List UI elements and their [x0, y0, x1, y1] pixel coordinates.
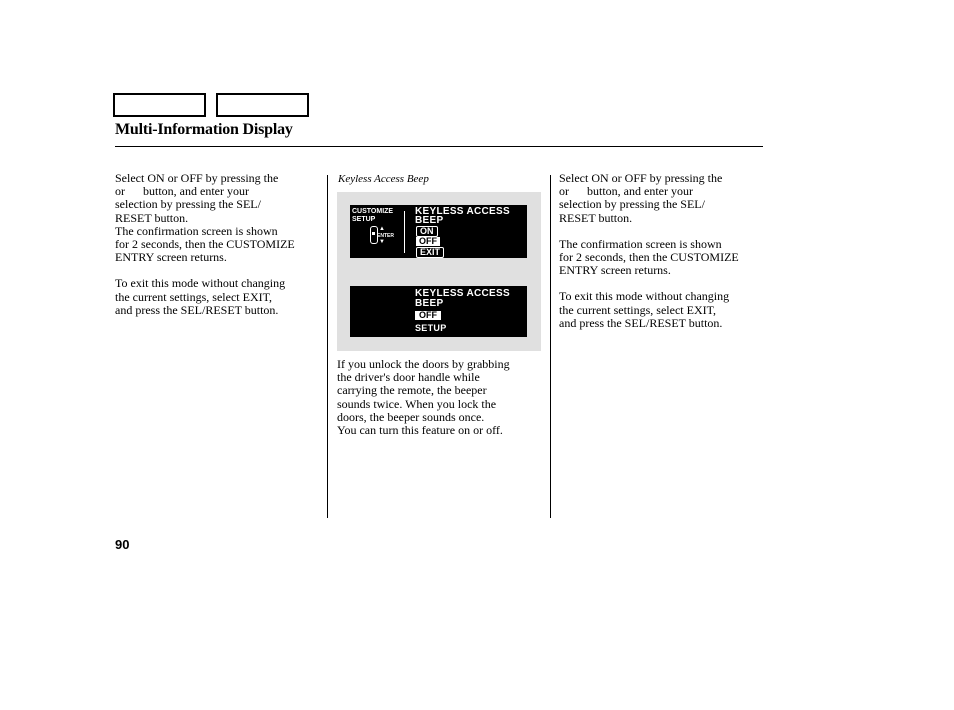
screen-heading-1: KEYLESS ACCESS [415, 206, 510, 217]
text-line: To exit this mode without changing [559, 289, 730, 304]
nav-tab-previous[interactable] [113, 93, 206, 117]
side-label-customize: CUSTOMIZE [352, 208, 394, 215]
text-line: To exit this mode without changing [115, 276, 286, 291]
confirmed-value: OFF [415, 311, 441, 320]
text-line: carrying the remote, the beeper [337, 383, 487, 398]
text-line: and press the SEL/RESET button. [559, 315, 723, 330]
text-line: The confirmation screen is shown [115, 223, 278, 238]
screen-heading-2: BEEP [415, 298, 444, 309]
figure-caption: Keyless Access Beep [338, 173, 429, 185]
text-line: selection by pressing the SEL/ [115, 197, 261, 212]
column-divider-right [550, 175, 551, 518]
option-off-selected[interactable]: OFF [416, 237, 440, 246]
text-line: RESET button. [115, 210, 189, 225]
left-column [115, 172, 325, 317]
text-line: Select ON or OFF by pressing the [559, 171, 723, 185]
text-line: RESET button. [559, 210, 633, 225]
text-line: or button, and enter your [115, 184, 249, 199]
screen-divider [404, 211, 405, 253]
text-line: the current settings, select EXIT, [559, 302, 717, 317]
text-line: the current settings, select EXIT, [115, 289, 273, 304]
text-line: selection by pressing the SEL/ [559, 197, 705, 212]
column-divider-left [327, 175, 328, 518]
side-label-setup: SETUP [352, 216, 376, 223]
dial-indicator-icon [372, 232, 375, 235]
screen-heading-2: BEEP [415, 215, 444, 226]
text-line: The confirmation screen is shown [559, 236, 722, 251]
enter-label: ENTER [377, 233, 394, 239]
text-line: You can turn this feature on or off. [337, 423, 503, 438]
option-on[interactable]: ON [416, 226, 438, 237]
text-line: ENTRY screen returns. [115, 250, 227, 265]
nav-tab-contents[interactable] [216, 93, 309, 117]
screen-heading-1: KEYLESS ACCESS [415, 288, 510, 299]
screen-footer: SETUP [415, 323, 447, 333]
text-line: the driver's door handle while [337, 370, 480, 385]
right-column [559, 172, 769, 330]
middle-column-text [337, 358, 542, 437]
arrow-down-icon: ▼ [379, 239, 385, 245]
text-line: or button, and enter your [559, 184, 693, 199]
text-line: If you unlock the doors by grabbing [337, 357, 510, 371]
display-illustration-panel [337, 192, 541, 351]
text-line: for 2 seconds, then the CUSTOMIZE [115, 237, 295, 252]
arrow-up-icon: ▲ [379, 226, 385, 232]
text-line: and press the SEL/RESET button. [115, 302, 279, 317]
header-rule [115, 146, 763, 147]
text-line: ENTRY screen returns. [559, 263, 671, 278]
display-screen-select [350, 205, 527, 258]
page-title: Multi-Information Display [115, 121, 293, 138]
text-line: doors, the beeper sounds once. [337, 409, 485, 424]
page-number: 90 [115, 537, 130, 552]
text-line: sounds twice. When you lock the [337, 396, 497, 411]
display-screen-confirm [350, 286, 527, 337]
option-exit[interactable]: EXIT [416, 247, 444, 258]
text-line: for 2 seconds, then the CUSTOMIZE [559, 250, 739, 265]
text-line: Select ON or OFF by pressing the [115, 171, 279, 185]
